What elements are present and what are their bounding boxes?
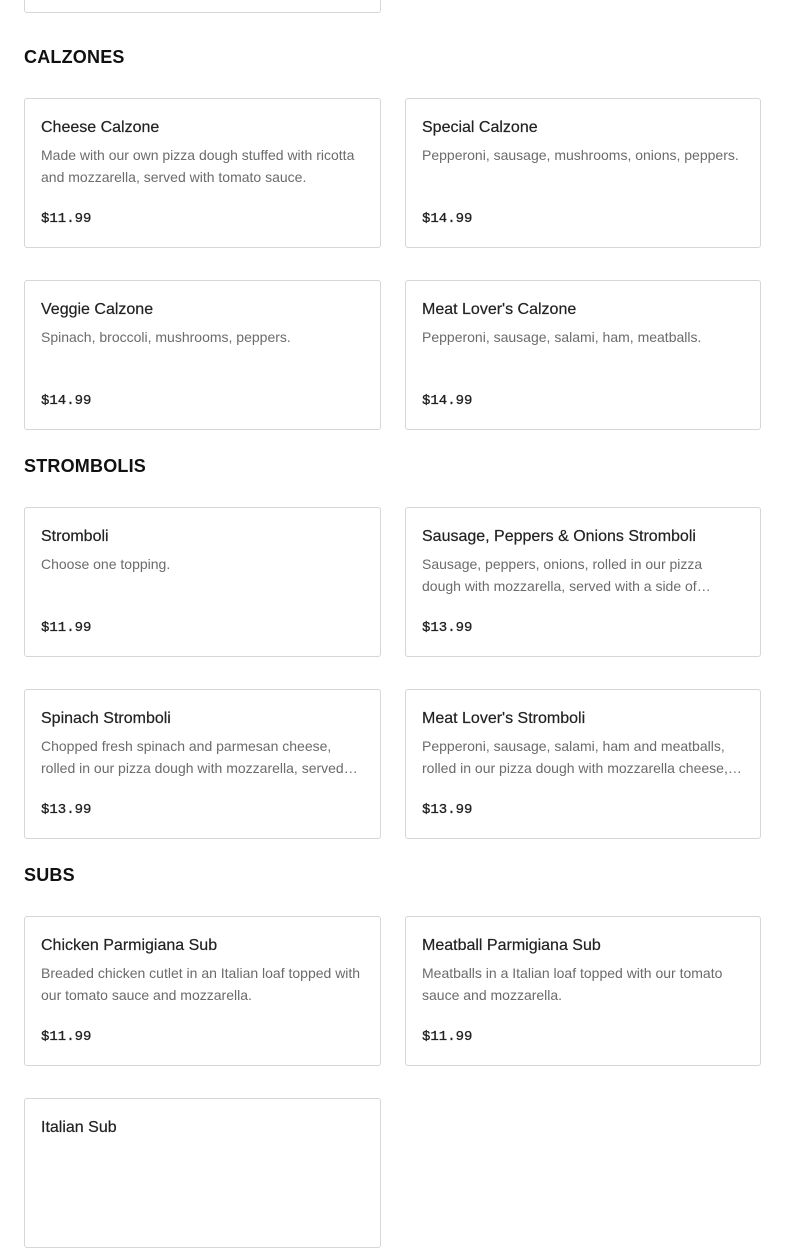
menu-item-price: $14.99	[422, 393, 473, 409]
menu-item-price: $11.99	[41, 620, 92, 636]
menu-item-name: Veggie Calzone	[41, 301, 154, 318]
menu-item-card[interactable]	[24, 1098, 381, 1248]
menu-item-price: $13.99	[422, 620, 473, 636]
menu-item-card-partial[interactable]	[24, 0, 381, 13]
menu-item-card[interactable]	[405, 689, 761, 839]
menu-item-description: Meatballs in a Italian loaf topped with our tomato sauce and mozzarella.	[422, 965, 723, 1003]
menu-item-description: Pepperoni, sausage, salami, ham and meatballs, rolled in our pizza dough with mozzarella cheese,…	[422, 738, 742, 776]
menu-item-description: Sausage, peppers, onions, rolled in our pizza dough with mozzarella, served with a side of…	[422, 556, 711, 594]
menu-item-card[interactable]	[24, 98, 381, 248]
menu-item-card[interactable]	[24, 689, 381, 839]
menu-item-name: Meat Lover's Calzone	[422, 301, 577, 318]
menu-item-price: $11.99	[422, 1029, 473, 1045]
calzones-grid	[24, 98, 761, 430]
subs-grid	[24, 916, 761, 1248]
menu-item-price: $14.99	[41, 393, 92, 409]
menu-item-description: Breaded chicken cutlet in an Italian loaf topped with our tomato sauce and mozzarella.	[41, 965, 361, 1003]
menu-item-name: Sausage, Peppers & Onions Stromboli	[422, 528, 696, 545]
section-title-strombolis: STROMBOLIS	[24, 456, 146, 476]
menu-item-name: Meat Lover's Stromboli	[422, 710, 586, 727]
menu-item-name: Stromboli	[41, 528, 109, 545]
menu-item-price: $11.99	[41, 1029, 92, 1045]
menu-item-card[interactable]	[405, 507, 761, 657]
menu-item-name: Special Calzone	[422, 119, 538, 136]
menu-item-description: Spinach, broccoli, mushrooms, peppers.	[41, 329, 291, 345]
menu-item-name: Chicken Parmigiana Sub	[41, 937, 218, 954]
menu-item-description: Chopped fresh spinach and parmesan cheese, rolled in our pizza dough with mozzarella, served…	[41, 738, 358, 776]
menu-item-name: Spinach Stromboli	[41, 710, 171, 727]
menu-item-card[interactable]	[405, 98, 761, 248]
menu-item-description: Pepperoni, sausage, mushrooms, onions, peppers.	[422, 147, 739, 163]
menu-item-card[interactable]	[24, 507, 381, 657]
menu-item-card[interactable]	[405, 280, 761, 430]
section-title-subs: SUBS	[24, 865, 75, 885]
menu-item-card[interactable]	[405, 916, 761, 1066]
menu-item-description: Made with our own pizza dough stuffed with ricotta and mozzarella, served with tomato sauce.	[41, 147, 355, 185]
menu-item-name: Italian Sub	[41, 1119, 117, 1136]
menu-item-price: $13.99	[422, 802, 473, 818]
menu-page	[24, 0, 761, 1248]
previous-section-grid	[24, 0, 761, 13]
strombolis-grid	[24, 507, 761, 839]
menu-item-price: $14.99	[422, 211, 473, 227]
menu-item-description: Choose one topping.	[41, 556, 171, 572]
menu-item-description: Pepperoni, sausage, salami, ham, meatballs.	[422, 329, 702, 345]
menu-item-price: $13.99	[41, 802, 92, 818]
menu-item-card[interactable]	[24, 280, 381, 430]
menu-item-name: Meatball Parmigiana Sub	[422, 937, 601, 954]
menu-item-name: Cheese Calzone	[41, 119, 160, 136]
menu-item-card[interactable]	[24, 916, 381, 1066]
menu-item-price: $11.99	[41, 211, 92, 227]
section-title-calzones: CALZONES	[24, 47, 125, 67]
